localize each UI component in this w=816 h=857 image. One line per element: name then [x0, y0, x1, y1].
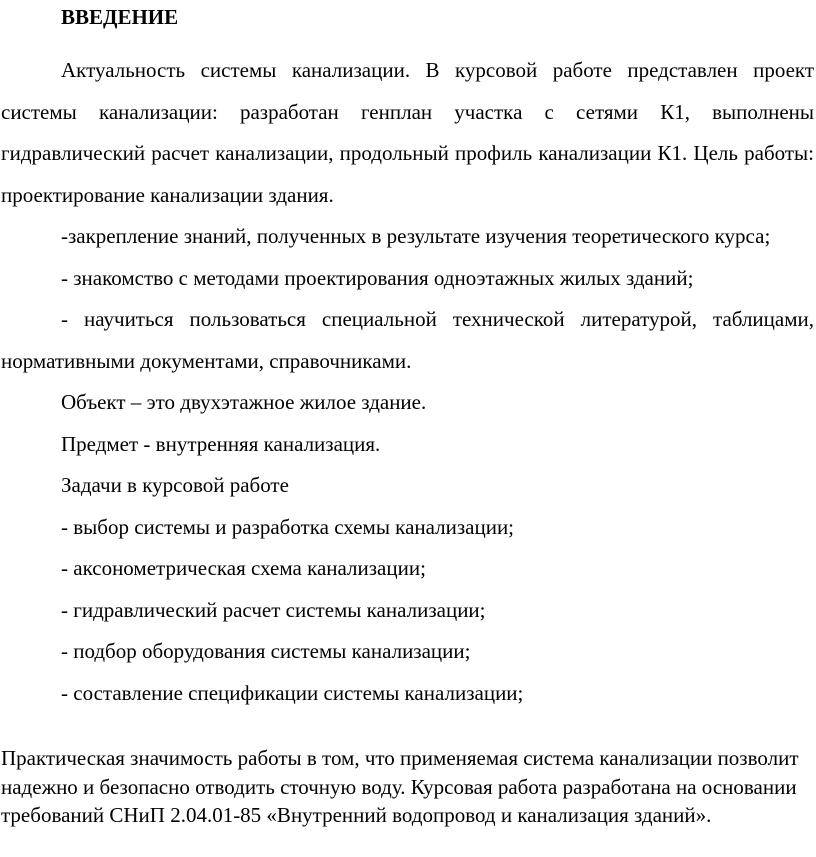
- list-item-methods: - знакомство с методами проектирования одноэтажных жилых зданий;: [61, 265, 694, 290]
- list-item-literature: - научиться пользоваться специальной технической литературой, таблицами, нормативными документами, справочниками.: [1, 307, 814, 373]
- list-item-knowledge: -закрепление знаний, полученных в результате изучения теоретического курса;: [61, 224, 771, 248]
- list-item-task-axonometric: - аксонометрическая схема канализации;: [61, 556, 426, 580]
- document-body: [1, 50, 814, 714]
- list-item-task-hydraulic: - гидравлический расчет системы канализации;: [61, 597, 486, 622]
- paragraph-tasks-heading: Задачи в курсовой работе: [61, 473, 289, 497]
- paragraph-object: Объект – это двухэтажное жилое здание.: [61, 390, 427, 414]
- list-item-task-equipment: - подбор оборудования системы канализации;: [61, 639, 471, 663]
- section-heading: ВВЕДЕНИЕ: [61, 5, 179, 29]
- list-item-task-system: - выбор системы и разработка схемы канализации;: [61, 514, 515, 539]
- paragraph-relevance: Актуальность системы канализации. В курсовой работе представлен проект системы канализации: разработан генплан участка с сетями К1, выполнены гидравлический расчет канализации, продольный профиль канализации К1. Цель работы: проектирование канализации здания.: [1, 58, 814, 207]
- list-item-task-specification: - составление спецификации системы канализации;: [61, 680, 524, 705]
- paragraph-practical-significance: Практическая значимость работы в том, что применяемая система канализации позволит надежно и безопасно отводить сточную воду. Курсовая работа разработана на основании требований СНиП 2.04.01-85 «Внутренний водопровод и канализация зданий».: [1, 746, 799, 827]
- paragraph-subject: Предмет - внутренняя канализация.: [61, 431, 381, 456]
